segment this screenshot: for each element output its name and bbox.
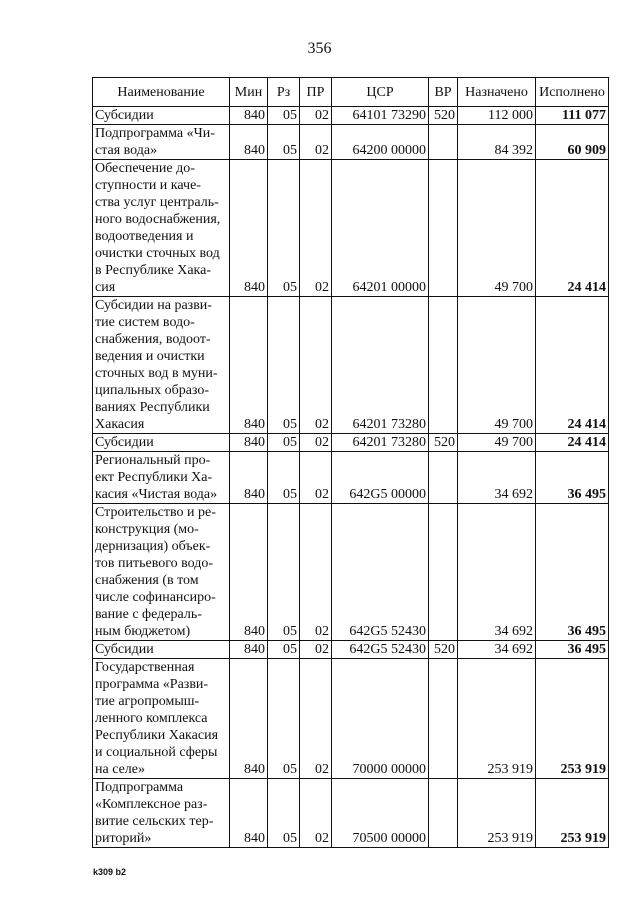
cell-name: Подпрограмма «Чи- стая вода» bbox=[93, 125, 230, 160]
table-row bbox=[93, 107, 609, 125]
header-name: Наименование bbox=[93, 78, 230, 107]
table-row bbox=[93, 641, 609, 659]
cell-assigned: 34 692 bbox=[458, 641, 536, 659]
table-row bbox=[93, 160, 609, 297]
cell-pr: 02 bbox=[300, 297, 332, 434]
table-header-row bbox=[93, 78, 609, 107]
cell-min: 840 bbox=[230, 504, 268, 641]
cell-pr: 02 bbox=[300, 641, 332, 659]
cell-min: 840 bbox=[230, 641, 268, 659]
cell-pr: 02 bbox=[300, 659, 332, 779]
page-number: 356 bbox=[307, 40, 332, 57]
table-row bbox=[93, 125, 609, 160]
cell-rz: 05 bbox=[268, 434, 300, 452]
cell-name: Подпрограмма «Комплексное раз- витие сельских тер- риторий» bbox=[93, 779, 230, 848]
cell-executed: 253 919 bbox=[536, 659, 609, 779]
cell-assigned: 34 692 bbox=[458, 504, 536, 641]
table-body bbox=[93, 107, 609, 848]
cell-csr: 64201 00000 bbox=[332, 160, 429, 297]
cell-rz: 05 bbox=[268, 125, 300, 160]
table-row bbox=[93, 434, 609, 452]
header-min: Мин bbox=[230, 78, 268, 107]
cell-assigned: 253 919 bbox=[458, 659, 536, 779]
cell-min: 840 bbox=[230, 779, 268, 848]
cell-vr bbox=[429, 160, 458, 297]
cell-assigned: 34 692 bbox=[458, 452, 536, 504]
cell-rz: 05 bbox=[268, 452, 300, 504]
table-row bbox=[93, 659, 609, 779]
cell-rz: 05 bbox=[268, 779, 300, 848]
cell-executed: 36 495 bbox=[536, 452, 609, 504]
header-rz: Рз bbox=[268, 78, 300, 107]
cell-assigned: 253 919 bbox=[458, 779, 536, 848]
cell-pr: 02 bbox=[300, 160, 332, 297]
cell-executed: 60 909 bbox=[536, 125, 609, 160]
cell-min: 840 bbox=[230, 434, 268, 452]
header-executed: Исполнено bbox=[536, 78, 609, 107]
cell-vr bbox=[429, 297, 458, 434]
cell-vr bbox=[429, 504, 458, 641]
cell-executed: 36 495 bbox=[536, 641, 609, 659]
cell-name: Обеспечение до- ступности и каче- ства услуг централь- ного водоснабжения, водоотведения и очистки сточных вод в Республике Хака- сия bbox=[93, 160, 230, 297]
cell-assigned: 112 000 bbox=[458, 107, 536, 125]
cell-pr: 02 bbox=[300, 779, 332, 848]
cell-csr: 642G5 52430 bbox=[332, 504, 429, 641]
table-row bbox=[93, 452, 609, 504]
cell-rz: 05 bbox=[268, 297, 300, 434]
cell-name: Субсидии bbox=[93, 107, 230, 125]
cell-rz: 05 bbox=[268, 107, 300, 125]
cell-name: Государственная программа «Разви- тие агропромыш- ленного комплекса Республики Хакасия и социальной сферы на селе» bbox=[93, 659, 230, 779]
cell-rz: 05 bbox=[268, 659, 300, 779]
cell-vr bbox=[429, 779, 458, 848]
cell-executed: 24 414 bbox=[536, 297, 609, 434]
cell-vr bbox=[429, 125, 458, 160]
cell-min: 840 bbox=[230, 659, 268, 779]
cell-rz: 05 bbox=[268, 160, 300, 297]
footer-code: k309 b2 bbox=[93, 867, 127, 877]
cell-executed: 24 414 bbox=[536, 434, 609, 452]
cell-csr: 642G5 52430 bbox=[332, 641, 429, 659]
cell-executed: 24 414 bbox=[536, 160, 609, 297]
table-row bbox=[93, 297, 609, 434]
cell-assigned: 49 700 bbox=[458, 297, 536, 434]
header-pr: ПР bbox=[300, 78, 332, 107]
header-csr: ЦСР bbox=[332, 78, 429, 107]
cell-pr: 02 bbox=[300, 452, 332, 504]
cell-vr: 520 bbox=[429, 641, 458, 659]
cell-assigned: 84 392 bbox=[458, 125, 536, 160]
cell-name: Строительство и ре- конструкция (мо- дернизация) объек- тов питьевого водо- снабжения (в том числе софинансиро- вание с федераль- ным бюджетом) bbox=[93, 504, 230, 641]
cell-csr: 64201 73280 bbox=[332, 434, 429, 452]
cell-csr: 70000 00000 bbox=[332, 659, 429, 779]
cell-pr: 02 bbox=[300, 107, 332, 125]
cell-min: 840 bbox=[230, 297, 268, 434]
cell-executed: 253 919 bbox=[536, 779, 609, 848]
cell-name: Субсидии bbox=[93, 641, 230, 659]
cell-min: 840 bbox=[230, 452, 268, 504]
cell-name: Субсидии bbox=[93, 434, 230, 452]
cell-name: Субсидии на разви- тие систем водо- снабжения, водоот- ведения и очистки сточных вод в муни- ципальных образо- ваниях Республики Хакасия bbox=[93, 297, 230, 434]
cell-vr bbox=[429, 452, 458, 504]
cell-rz: 05 bbox=[268, 641, 300, 659]
cell-pr: 02 bbox=[300, 504, 332, 641]
cell-csr: 64201 73280 bbox=[332, 297, 429, 434]
cell-pr: 02 bbox=[300, 434, 332, 452]
cell-vr: 520 bbox=[429, 434, 458, 452]
cell-csr: 642G5 00000 bbox=[332, 452, 429, 504]
table-row bbox=[93, 779, 609, 848]
cell-assigned: 49 700 bbox=[458, 160, 536, 297]
cell-executed: 111 077 bbox=[536, 107, 609, 125]
cell-csr: 64200 00000 bbox=[332, 125, 429, 160]
cell-vr bbox=[429, 659, 458, 779]
cell-name: Региональный про- ект Республики Ха- касия «Чистая вода» bbox=[93, 452, 230, 504]
cell-executed: 36 495 bbox=[536, 504, 609, 641]
budget-table bbox=[92, 77, 609, 848]
cell-assigned: 49 700 bbox=[458, 434, 536, 452]
header-assigned: Назначено bbox=[458, 78, 536, 107]
cell-rz: 05 bbox=[268, 504, 300, 641]
cell-min: 840 bbox=[230, 107, 268, 125]
cell-min: 840 bbox=[230, 125, 268, 160]
cell-csr: 64101 73290 bbox=[332, 107, 429, 125]
cell-min: 840 bbox=[230, 160, 268, 297]
cell-csr: 70500 00000 bbox=[332, 779, 429, 848]
cell-vr: 520 bbox=[429, 107, 458, 125]
table-row bbox=[93, 504, 609, 641]
header-vr: ВР bbox=[429, 78, 458, 107]
cell-pr: 02 bbox=[300, 125, 332, 160]
